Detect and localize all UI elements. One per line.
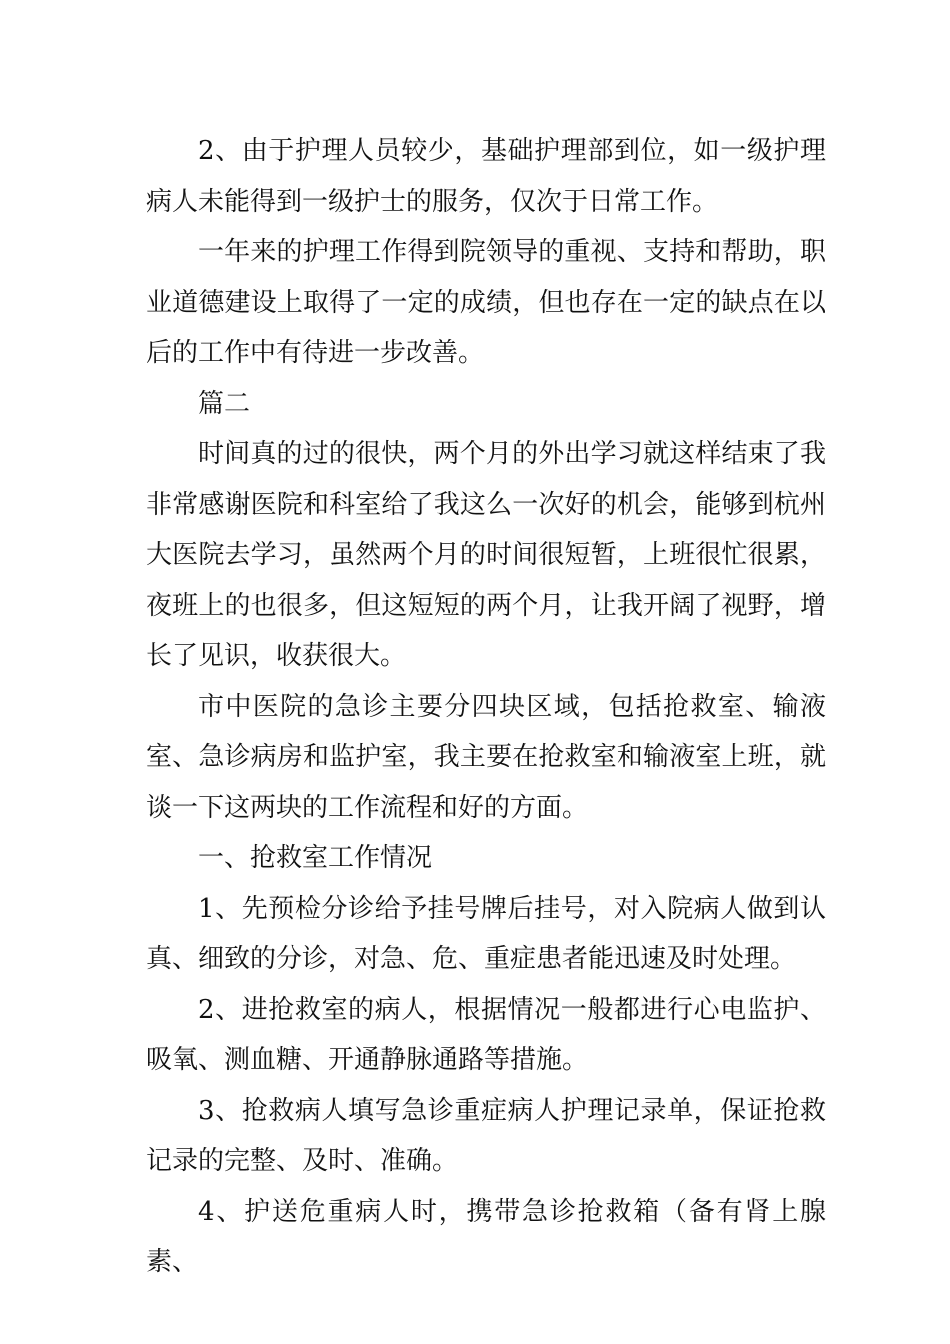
paragraph-year-summary: 一年来的护理工作得到院领导的重视、支持和帮助，职业道德建设上取得了一定的成绩，但也存在一定的缺点在以后的工作中有待进一步改善。 (146, 237, 826, 368)
section-heading-part-two: 篇二 (198, 388, 251, 419)
list-item-triage: 1、先预检分诊给予挂号牌后挂号，对入院病人做到认真、细致的分诊，对急、危、重症患者能迅速及时处理。 (146, 893, 826, 974)
list-item-monitoring: 2、进抢救室的病人，根据情况一般都进行心电监护、吸氧、测血糖、开通静脉通路等措施。 (146, 994, 826, 1075)
paragraph-study-reflection: 时间真的过的很快，两个月的外出学习就这样结束了我非常感谢医院和科室给了我这么一次好的机会，能够到杭州大医院去学习，虽然两个月的时间很短暂，上班很忙很累，夜班上的也很多，但这短短的两个月，让我开阔了视野，增长了见识，收获很大。 (146, 439, 826, 671)
list-item-records: 3、抢救病人填写急诊重症病人护理记录单，保证抢救记录的完整、及时、准确。 (146, 1095, 826, 1176)
paragraph-emergency-areas: 市中医院的急诊主要分四块区域，包括抢救室、输液室、急诊病房和监护室，我主要在抢救室和输液室上班，就谈一下这两块的工作流程和好的方面。 (146, 691, 826, 823)
document-body (146, 126, 826, 1288)
section-heading-rescue-room: 一、抢救室工作情况 (198, 843, 433, 873)
list-item-transport: 4、护送危重病人时，携带急诊抢救箱（备有肾上腺素、 (146, 1196, 826, 1277)
paragraph-nursing-shortage: 2、由于护理人员较少，基础护理部到位，如一级护理病人未能得到一级护士的服务，仅次于日常工作。 (146, 136, 826, 217)
